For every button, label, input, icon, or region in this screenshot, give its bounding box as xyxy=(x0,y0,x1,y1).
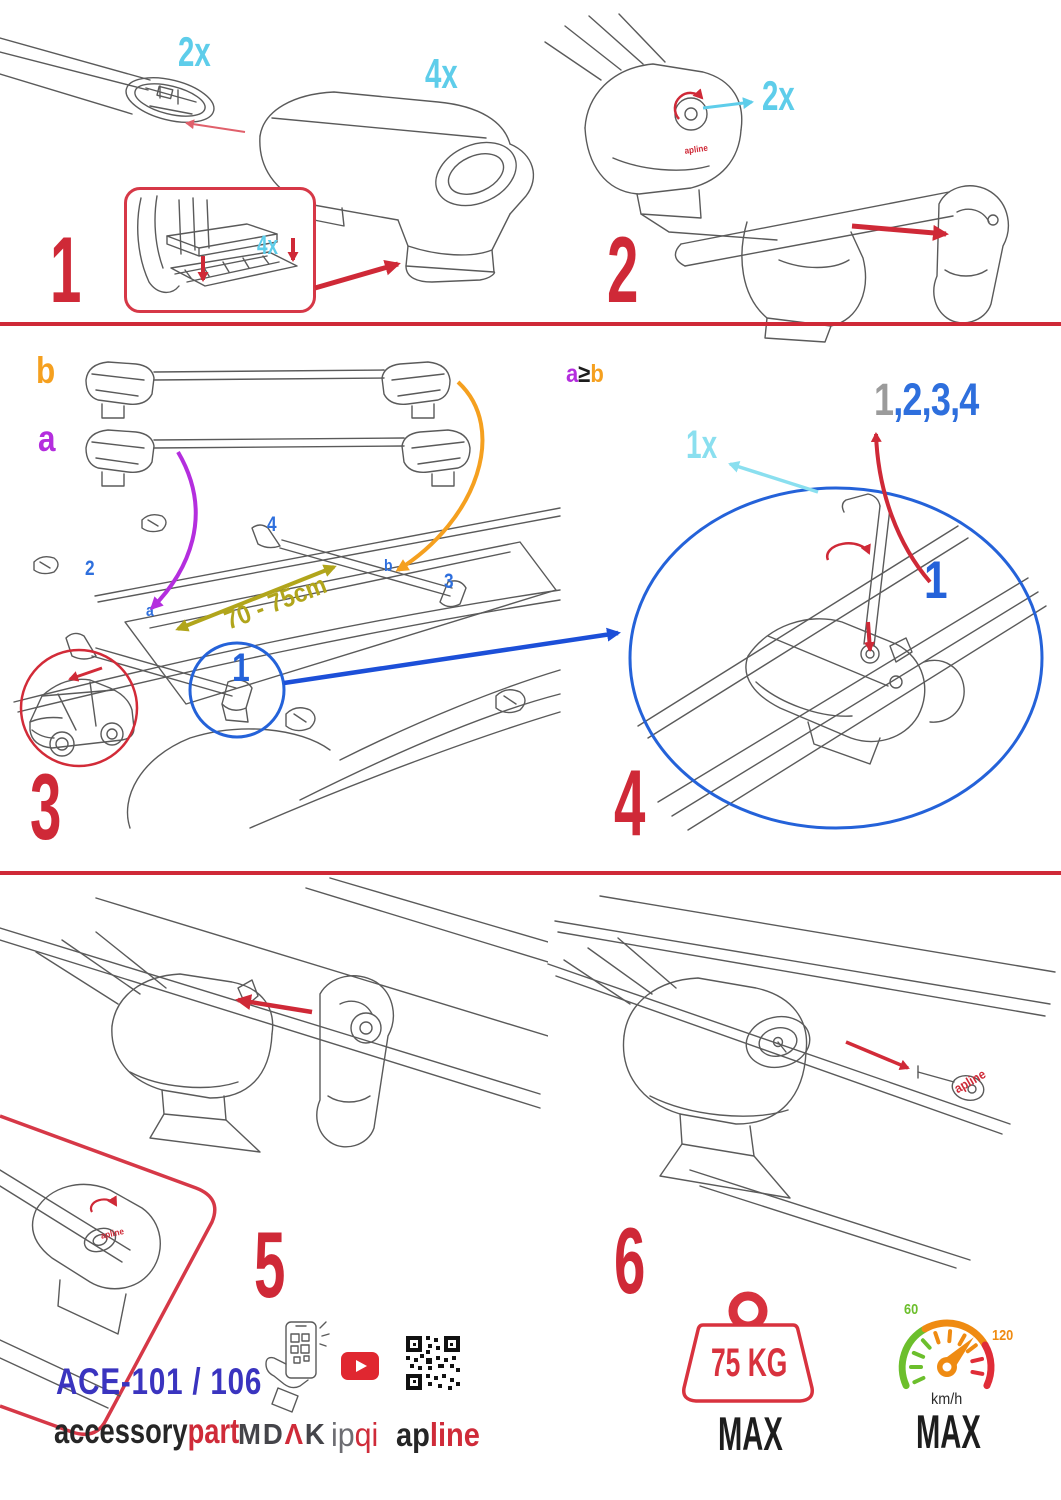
tightening-sequence xyxy=(874,374,979,425)
qr-code-icon xyxy=(406,1336,460,1390)
mdak-logo xyxy=(238,1419,327,1451)
pad-insert-illustration xyxy=(127,190,307,304)
roof-position-2: 2 xyxy=(85,557,95,580)
mdak-md: MD xyxy=(238,1419,285,1451)
step1-foot-quantity: 4x xyxy=(425,50,458,97)
mdak-k: K xyxy=(304,1419,327,1451)
crossbar-tube-illustration xyxy=(0,22,262,152)
step2-number: 2 xyxy=(607,217,637,322)
formula-a-ge-b xyxy=(566,360,604,388)
apline-logo xyxy=(396,1416,480,1453)
scan-qr-phone-icon xyxy=(264,1318,330,1416)
apline-logo-step2: apline xyxy=(683,142,709,156)
accessorypart-logo xyxy=(54,1412,240,1451)
step5-number: 5 xyxy=(254,1212,284,1317)
tightening-detail-illustration xyxy=(628,486,1048,834)
youtube-icon xyxy=(341,1352,379,1380)
roof-bar-a-label: a xyxy=(146,601,154,620)
roof-position-4: 4 xyxy=(267,513,277,536)
roof-bar-b-label: b xyxy=(384,556,393,575)
bar-b-label: b xyxy=(36,350,56,391)
speed-120-label: 120 xyxy=(992,1327,1014,1344)
step1-pad-quantity: 4x xyxy=(257,230,279,260)
sequence-first: 1 xyxy=(874,374,894,425)
step2-tensioner-quantity: 2x xyxy=(762,72,795,119)
formula-b: b xyxy=(590,360,604,388)
step3-number: 3 xyxy=(30,754,60,859)
ipqi-ip: ip xyxy=(331,1416,355,1453)
roof-position-3: 3 xyxy=(444,570,454,593)
apline-logo-step6: apline xyxy=(951,1066,989,1097)
max-weight-value: 75 KG xyxy=(711,1341,788,1385)
formula-operator: ≥ xyxy=(578,360,591,388)
step1-bar-quantity: 2x xyxy=(178,28,211,75)
ipqi-qi: qi xyxy=(354,1416,379,1453)
formula-a: a xyxy=(566,360,579,388)
brand-accessory: accessory xyxy=(54,1412,188,1451)
model-number: ACE-101 / 106 xyxy=(56,1361,263,1402)
apline-line: line xyxy=(429,1416,480,1453)
crossbar-distance-label: 70 - 75cm xyxy=(220,569,331,636)
allen-key-quantity: 1x xyxy=(686,423,718,467)
front-position-1-label: 1 xyxy=(232,646,250,690)
brand-part: part xyxy=(187,1412,240,1451)
section-divider-1 xyxy=(0,322,1061,326)
section-divider-2 xyxy=(0,871,1061,875)
bar-b-illustration xyxy=(78,352,458,424)
sequence-rest: ,2,3,4 xyxy=(893,374,979,425)
step1-number: 1 xyxy=(50,217,80,322)
apline-ap: ap xyxy=(396,1416,430,1453)
apline-logo-step5: apline xyxy=(99,1226,125,1241)
pad-inset-box xyxy=(124,187,316,313)
bar-a-label: a xyxy=(38,418,56,459)
step4-position-1-label: 1 xyxy=(924,551,948,610)
max-speed-label: MAX xyxy=(916,1405,981,1458)
step4-number: 4 xyxy=(614,750,644,855)
ipqi-logo xyxy=(331,1416,379,1453)
max-weight-label: MAX xyxy=(718,1407,783,1460)
mdak-lambda: Λ xyxy=(284,1419,305,1451)
speed-60-label: 60 xyxy=(904,1301,919,1318)
speed-unit-label: km/h xyxy=(931,1391,963,1408)
step6-number: 6 xyxy=(614,1208,644,1313)
bar-a-illustration xyxy=(78,420,478,492)
